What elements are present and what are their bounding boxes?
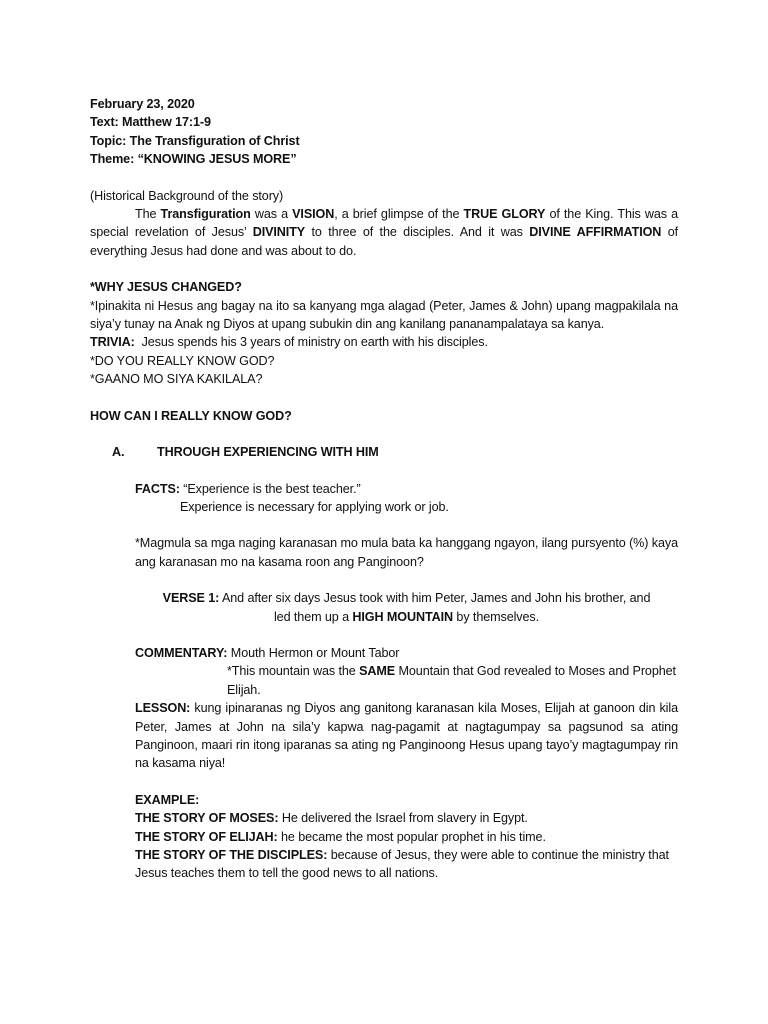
lesson-label: LESSON: — [135, 701, 191, 716]
elijah-label: THE STORY OF ELIJAH: — [135, 829, 278, 844]
verse-label: VERSE 1: — [162, 591, 220, 606]
verse-text-2a: led them up a — [273, 609, 353, 624]
facts-text-1: “Experience is the best teacher.” — [179, 481, 361, 496]
bg-bold-true-glory: TRUE GLORY — [463, 207, 546, 222]
spacer — [90, 516, 678, 534]
outline-item-a — [90, 443, 678, 461]
spacer — [90, 626, 678, 644]
commentary-label: COMMENTARY: — [135, 645, 228, 660]
spacer — [90, 425, 678, 443]
bg-text-3: , a brief glimpse of the — [334, 207, 464, 222]
elijah-text: he became the most popular prophet in his time. — [277, 829, 546, 844]
spacer — [90, 169, 678, 187]
why-paragraph: *Ipinakita ni Hesus ang bagay na ito sa kanyang mga alagad (Peter, James & John) upang magpakilala na siya’y tunay na Anak ng Diyos at upang subukin din ang kanilang pananampalataya sa kanya. — [90, 298, 678, 332]
example-moses — [90, 809, 678, 827]
commentary-sub-c: Mountain that God revealed to Moses and Prophet Elijah. — [227, 664, 676, 697]
sermon-notes — [90, 95, 678, 883]
lesson-text: kung ipinaranas ng Diyos ang ganitong karanasan kila Moses, Elijah at ganoon din kila Peter, James at John na sila’y kapwa nag-pagamit at nagtagumpay sa pagsunod sa ating Panginoon, maari rin itong iparanas sa ating ng Panginoong Hesus upang tayo’y magtagumpay rin na kasama niya! — [135, 701, 678, 771]
disciples-label: THE STORY OF THE DISCIPLES: — [135, 848, 328, 862]
bg-text-2: was a — [250, 207, 293, 222]
facts-label: FACTS: — [135, 481, 180, 496]
moses-label: THE STORY OF MOSES: — [135, 811, 279, 826]
verse-1-line-2 — [90, 608, 678, 626]
example-elijah — [90, 828, 678, 846]
sermon-theme: Theme: “KNOWING JESUS MORE” — [90, 152, 297, 167]
question-know-god: *DO YOU REALLY KNOW GOD? — [90, 353, 275, 368]
sermon-text-reference: Text: Matthew 17:1-9 — [90, 115, 211, 130]
bg-text-5: to three of the disciples. And it was — [305, 225, 530, 240]
question-kakilala: *GAANO MO SIYA KAKILALA? — [90, 372, 263, 387]
lesson-paragraph — [90, 699, 678, 773]
moses-text: He delivered the Israel from slavery in Egypt. — [278, 811, 528, 826]
example-label: EXAMPLE: — [135, 792, 200, 807]
bg-bold-transfiguration: Transfiguration — [160, 207, 251, 222]
verse-text-1: And after six days Jesus took with him Peter, James and John his brother, and — [219, 591, 651, 606]
bg-bold-vision: VISION — [292, 207, 335, 222]
spacer — [90, 260, 678, 278]
trivia-label: TRIVIA: — [90, 335, 135, 350]
why-heading: *WHY JESUS CHANGED? — [90, 280, 242, 295]
bg-text-6: of everything Jesus had done and was about to do. — [90, 225, 679, 258]
disciples-text: because of Jesus, they were able to continue the ministry that Jesus teaches them to tell the good news to all nations. — [135, 848, 669, 881]
outline-letter-a: A. — [112, 445, 125, 460]
facts-line — [90, 480, 678, 498]
bg-text-1: The — [135, 207, 161, 222]
bg-text-4: of the King. This was a special revelation of Jesus’ — [90, 207, 679, 240]
spacer — [90, 571, 678, 589]
trivia-text: Jesus spends his 3 years of ministry on earth with his disciples. — [134, 335, 488, 350]
outline-title-a: THROUGH EXPERIENCING WITH HIM — [157, 445, 379, 460]
spacer — [90, 773, 678, 791]
spacer — [90, 389, 678, 407]
commentary-bold-same: SAME — [359, 664, 396, 679]
how-heading: HOW CAN I REALLY KNOW GOD? — [90, 408, 292, 423]
background-paragraph — [90, 205, 678, 260]
background-label: (Historical Background of the story) — [90, 188, 284, 203]
commentary-line — [90, 644, 678, 662]
example-disciples — [90, 846, 678, 883]
verse-text-2c: by themselves. — [453, 609, 540, 624]
spacer — [90, 462, 678, 480]
magmula-paragraph: *Magmula sa mga naging karanasan mo mula bata ka hanggang ngayon, ilang pursyento (%) kaya ang karanasan mo na kasama roon ang Panginoon? — [135, 536, 678, 569]
commentary-sub-a: *This mountain was the — [227, 664, 360, 679]
bg-bold-divinity: DIVINITY — [252, 225, 306, 240]
commentary-sub — [90, 662, 678, 699]
verse-1-line-1 — [90, 589, 678, 607]
bg-bold-divine-affirmation: DIVINE AFFIRMATION — [529, 225, 662, 240]
commentary-text: Mouth Hermon or Mount Tabor — [227, 645, 400, 660]
verse-bold-high-mountain: HIGH MOUNTAIN — [352, 609, 454, 624]
sermon-topic: Topic: The Transfiguration of Christ — [90, 133, 300, 148]
trivia-line — [90, 333, 678, 351]
sermon-date: February 23, 2020 — [90, 97, 195, 111]
facts-text-2: Experience is necessary for applying work or job. — [180, 499, 449, 514]
